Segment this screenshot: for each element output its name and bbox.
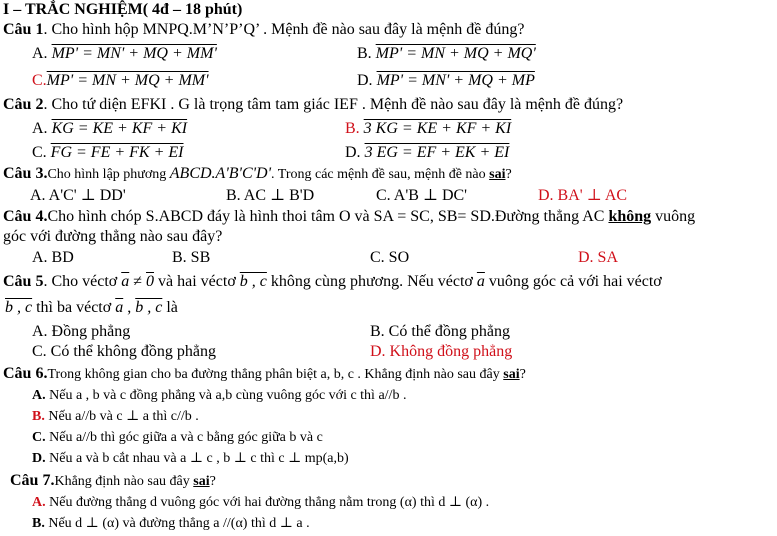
question-7-end: ? [209,474,216,489]
question-7 [10,471,216,492]
question-5-text-5: thì ba véctơ [32,299,116,316]
question-2-text: . Cho tứ diện EFKI . G là trọng tâm tam giác IEF . Mệnh đề nào sau đây là mệnh đề đúng? [43,96,624,113]
question-3-key-word: sai [489,167,506,182]
q5-option-a[interactable]: A. Đồng phẳng [32,323,131,340]
question-5-line-2 [5,298,178,318]
q7-option-a-letter: A. [32,495,46,510]
question-4-text-2: vuông [651,208,696,225]
q3-option-b[interactable]: B. AC ⊥ B'D [226,187,315,204]
question-3 [3,164,512,185]
q1-option-c[interactable] [32,71,209,91]
question-6-end: ? [519,367,526,382]
question-6-label: Câu 6. [3,365,48,382]
q1-option-a-letter: A. [32,45,48,62]
question-3-text-before: Cho hình lập phương [47,167,170,182]
q6-option-d-letter: D. [32,451,46,466]
q3-option-a[interactable]: A. A'C' ⊥ DD' [30,187,126,204]
question-7-label: Câu 7. [10,472,55,489]
question-5 [3,272,662,292]
q1-option-d-letter: D. [357,72,373,89]
question-3-cube: ABCD.A'B'C'D' [169,165,272,182]
q2-option-d-letter: D. [345,144,361,161]
q1-option-c-expr: MP' = MN + MQ + MM' [46,72,209,89]
q2-option-c-letter: C. [32,144,47,161]
q7-option-a-text: Nếu đường thẳng d vuông góc với hai đường thẳng nằm trong (α) thì d ⊥ (α) . [49,495,490,510]
q3-option-d[interactable]: D. BA' ⊥ AC [538,187,628,204]
question-2 [3,95,623,115]
q2-option-a[interactable] [32,119,187,139]
question-5-vector-0: 0 [146,273,155,290]
q4-option-c[interactable]: C. SO [370,249,410,266]
question-5-vectors-bc-2: b , c [5,299,33,316]
q1-option-d-expr: MP' = MN' + MQ + MP [376,72,535,89]
q7-option-b[interactable] [32,514,310,534]
question-4-key-word: không [608,208,652,225]
q2-option-d[interactable] [345,143,509,163]
q5-option-b[interactable]: B. Có thể đồng phẳng [370,323,510,340]
question-6-key-word: sai [503,367,520,382]
question-4-label: Câu 4. [3,208,48,225]
question-5-vectors-bc-3: b , c [135,299,163,316]
question-6-text: Trong không gian cho ba đường thẳng phân biệt a, b, c . Khẳng định nào sau đây [47,367,504,382]
q2-option-c[interactable] [32,143,183,163]
question-5-vectors-bc: b , c [239,273,267,290]
question-6 [3,364,526,385]
q1-option-d[interactable] [357,71,535,91]
question-5-comma: , [123,299,136,316]
question-5-vector-a-3: $\overline{a}$ [115,299,124,316]
question-7-text: Khẳng định nào sau đây [54,474,194,489]
question-5-vector-a-2: $\overline{a}$ [476,273,485,290]
q6-option-a-text: Nếu a , b và c đồng phẳng và a,b cùng vuông góc với c thì a//b . [49,388,407,403]
q6-option-d[interactable] [32,449,349,469]
q6-option-b[interactable] [32,407,199,427]
q6-option-d-text: Nếu a và b cắt nhau và a ⊥ c , b ⊥ c thì c ⊥ mp(a,b) [49,451,349,466]
question-3-end: ? [505,167,512,182]
question-5-label: Câu 5 [3,273,44,290]
q4-option-d[interactable]: D. SA [578,249,619,266]
q5-option-d[interactable]: D. Không đồng phẳng [370,343,513,360]
question-4-line-2: góc với đường thẳng nào sau đây? [3,228,223,245]
q2-option-b-expr: 3 KG = KE + KF + KI [363,120,512,137]
question-5-text-4: vuông góc cả với hai véctơ [484,273,662,290]
q1-option-c-letter: C. [32,72,47,89]
question-7-key-word: sai [193,474,210,489]
question-5-text-3: không cùng phương. Nếu véctơ [266,273,477,290]
question-4-text-1: Cho hình chóp S.ABCD đáy là hình thoi tâm O và SA = SC, SB= SD.Đường thẳng AC [47,208,609,225]
q7-option-b-text: Nếu d ⊥ (α) và đường thẳng a //(α) thì d ⊥ a . [48,516,310,531]
q2-option-d-expr: 3 EG = EF + EK + EI [364,144,510,161]
q7-option-b-letter: B. [32,516,45,531]
question-5-text-6: là [162,299,178,316]
question-5-text-2: và hai véctơ [154,273,240,290]
section-title: I – TRẮC NGHIỆM( 4đ – 18 phút) [3,1,243,18]
question-2-label: Câu 2 [3,96,44,113]
q2-option-b-letter: B. [345,120,360,137]
question-5-text-1: . Cho véctơ [43,273,122,290]
q5-option-c[interactable]: C. Có thể không đồng phẳng [32,343,216,360]
question-4 [3,207,695,227]
q4-option-b[interactable]: B. SB [172,249,211,266]
q2-option-a-letter: A. [32,120,48,137]
question-1 [3,20,524,40]
q4-option-a[interactable]: A. BD [32,249,74,266]
question-5-neq: ≠ [129,273,147,290]
q7-option-a[interactable] [32,493,489,513]
question-5-vector-a: $\overline{a}$ [121,273,130,290]
q2-option-a-expr: KG = KE + KF + KI [51,120,188,137]
q2-option-c-expr: FG = FE + FK + EI [50,144,184,161]
q6-option-c[interactable] [32,428,323,448]
q6-option-b-text: Nếu a//b và c ⊥ a thì c//b . [48,409,199,424]
question-3-label: Câu 3. [3,165,48,182]
q1-option-a[interactable] [32,44,217,64]
q3-option-c[interactable]: C. A'B ⊥ DC' [376,187,468,204]
q1-option-b-letter: B. [357,45,372,62]
q1-option-b-expr: MP' = MN + MQ + MQ' [375,45,536,62]
q6-option-c-letter: C. [32,430,46,445]
q2-option-b[interactable] [345,119,511,139]
q6-option-a-letter: A. [32,388,46,403]
q6-option-c-text: Nếu a//b thì góc giữa a và c bằng góc giữa b và c [49,430,323,445]
question-1-text: . Cho hình hộp MNPQ.M’N’P’Q’ . Mệnh đề nào sau đây là mệnh đề đúng? [43,21,525,38]
q1-option-b[interactable] [357,44,536,64]
question-3-text-after: . Trong các mệnh đề sau, mệnh đề nào [271,167,490,182]
q6-option-a[interactable] [32,386,406,406]
q6-option-b-letter: B. [32,409,45,424]
q1-option-a-expr: MP' = MN' + MQ + MM' [51,45,217,62]
question-1-label: Câu 1 [3,21,44,38]
